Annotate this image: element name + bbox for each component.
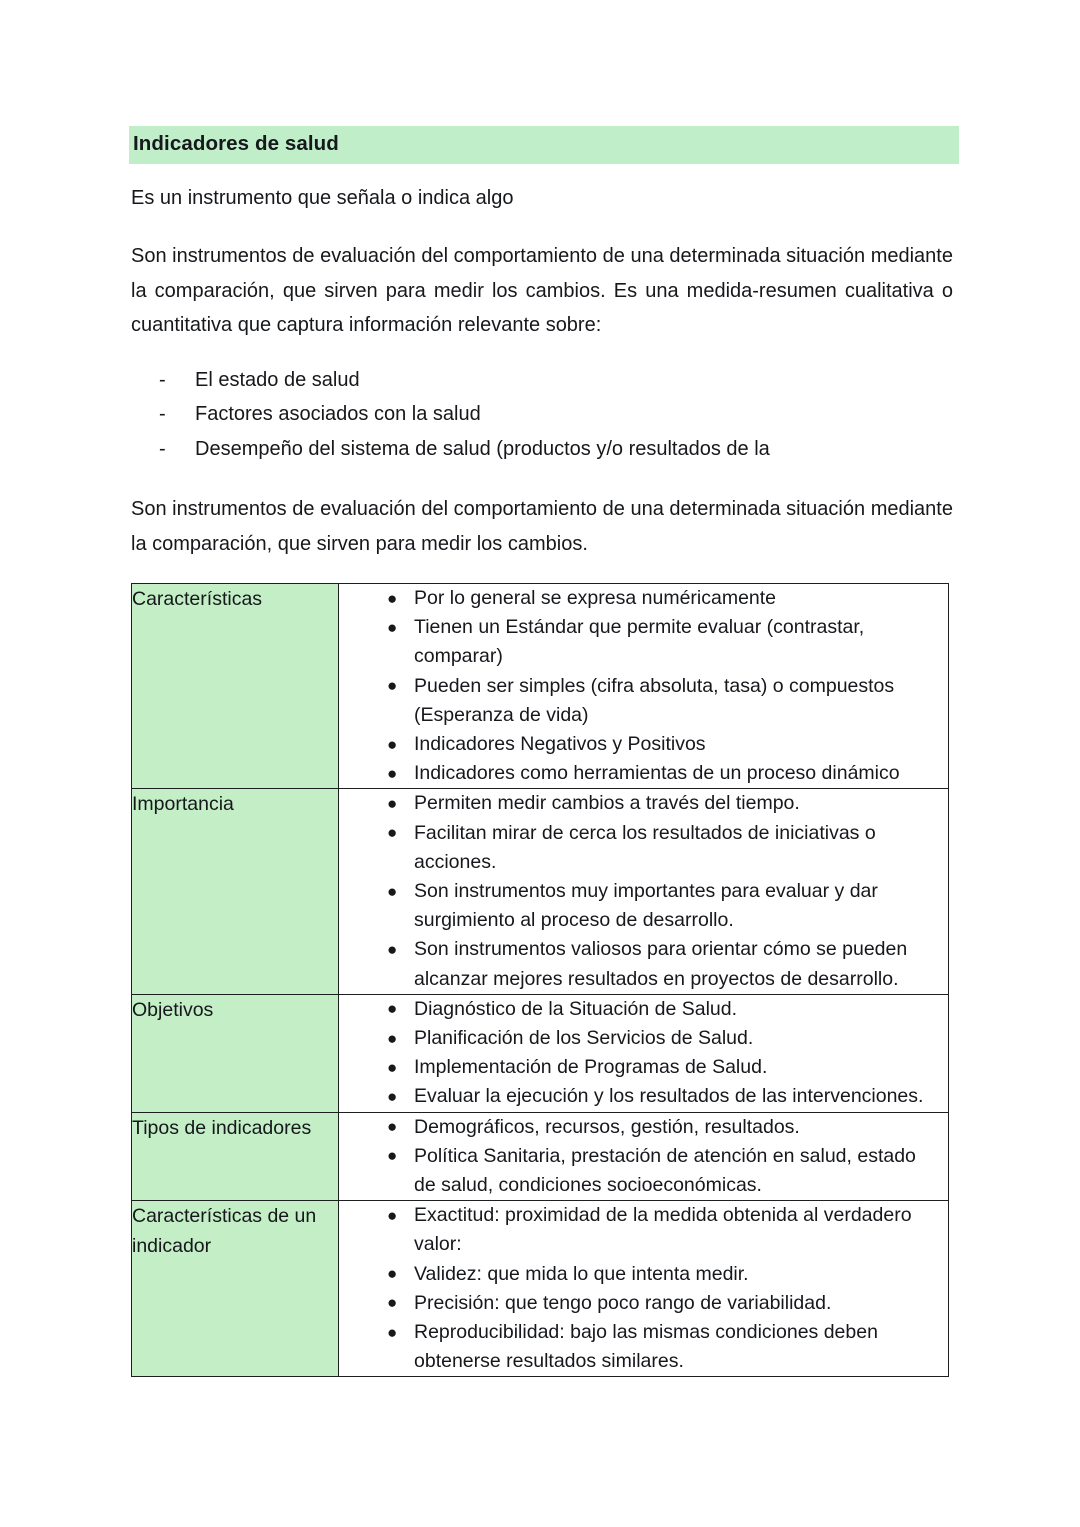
list-item-label: Diagnóstico de la Situación de Salud. (414, 997, 738, 1020)
table-row (132, 789, 949, 994)
list-item (131, 397, 953, 432)
table-row-content (339, 584, 949, 789)
list-item (339, 730, 948, 759)
table-row-content (339, 994, 949, 1112)
list-item-label: Facilitan mirar de cerca los resultados de iniciativas o acciones. (414, 821, 876, 873)
list-item (339, 613, 948, 671)
table-row-label: Objetivos (132, 994, 339, 1112)
summary-paragraph: Son instrumentos de evaluación del comportamiento de una determinada situación mediante la comparación, que sirven para medir los cambios. (131, 498, 953, 555)
table-row (132, 584, 949, 789)
list-item-label: El estado de salud (195, 368, 360, 391)
bullet-marker-icon: ● (387, 1117, 398, 1137)
list-item (339, 759, 948, 788)
bullet-list (339, 1113, 948, 1201)
table-row (132, 1112, 949, 1201)
list-item-label: Validez: que mida lo que intenta medir. (414, 1262, 749, 1285)
list-item (339, 1113, 948, 1142)
table-row-label: Importancia (132, 789, 339, 994)
table-row-label: Características de un indicador (132, 1201, 339, 1377)
list-item (339, 1053, 948, 1082)
list-item-label: Desempeño del sistema de salud (productos y/o resultados de la (195, 437, 770, 460)
bullet-marker-icon: ● (387, 1205, 398, 1225)
bullet-list (339, 995, 948, 1112)
list-item-label: Indicadores Negativos y Positivos (414, 733, 706, 756)
list-item-label: Permiten medir cambios a través del tiempo. (414, 792, 800, 815)
bullet-marker-icon: ● (387, 823, 398, 843)
bullet-marker-icon: ● (387, 1293, 398, 1313)
list-item-label: Implementación de Programas de Salud. (414, 1056, 768, 1079)
list-item (339, 1024, 948, 1053)
definition-paragraph: Son instrumentos de evaluación del comportamiento de una determinada situación mediante la comparación, que sirven para medir los cambios. Es una medida-resumen cualitativa o cuantitativa que captura información relevante sobre: (131, 245, 953, 336)
list-item (339, 935, 948, 993)
list-item-label: Política Sanitaria, prestación de atención en salud, estado de salud, condiciones socioeconómicas. (414, 1144, 916, 1197)
list-item-label: Pueden ser simples (cifra absoluta, tasa) o compuestos (Esperanza de vida) (414, 674, 895, 726)
table-row-label: Tipos de indicadores (132, 1112, 339, 1201)
list-item (339, 1260, 948, 1289)
list-item (339, 819, 948, 877)
list-item (339, 877, 948, 935)
list-item-label: Evaluar la ejecución y los resultados de las intervenciones. (414, 1085, 924, 1108)
list-item (131, 363, 953, 398)
bullet-marker-icon: ● (387, 676, 398, 696)
list-item (339, 995, 948, 1024)
list-item-label: Tienen un Estándar que permite evaluar (contrastar, comparar) (414, 616, 865, 668)
table-row-content (339, 1112, 949, 1201)
list-item-label: Por lo general se expresa numéricamente (414, 587, 777, 609)
bullet-list (339, 584, 948, 788)
table-row-label: Características (132, 584, 339, 789)
list-item (339, 1289, 948, 1318)
list-item-label: Planificación de los Servicios de Salud. (414, 1027, 754, 1050)
list-item-label: Son instrumentos muy importantes para evaluar y dar surgimiento al proceso de desarrollo. (414, 880, 878, 932)
table-row-content (339, 1201, 949, 1377)
bullet-marker-icon: ● (387, 939, 398, 959)
bullet-marker-icon: ● (387, 617, 398, 637)
bullet-list (339, 1201, 948, 1376)
bullet-marker-icon: ● (387, 588, 398, 608)
list-item-label: Precisión: que tengo poco rango de variabilidad. (414, 1291, 832, 1314)
list-item (339, 1201, 948, 1259)
list-item (339, 672, 948, 730)
list-item-label: Reproducibilidad: bajo las mismas condiciones deben obtenerse resultados similares. (414, 1321, 878, 1373)
bullet-marker-icon: ● (387, 1028, 398, 1048)
bullet-marker-icon: ● (387, 1146, 398, 1166)
page-title: Indicadores de salud (129, 126, 959, 164)
table-row-content (339, 789, 949, 994)
bullet-marker-icon: ● (387, 1086, 398, 1106)
list-item (339, 1142, 948, 1200)
list-item (131, 432, 953, 467)
indicators-table (131, 583, 949, 1377)
list-item-label: Exactitud: proximidad de la medida obtenida al verdadero valor: (414, 1204, 912, 1256)
bullet-marker-icon: ● (387, 881, 398, 901)
dash-marker-icon: - (159, 368, 166, 391)
list-item (339, 789, 948, 818)
list-item (339, 584, 948, 613)
list-item (339, 1318, 948, 1376)
bullet-marker-icon: ● (387, 793, 398, 813)
table-row (132, 1201, 949, 1377)
list-item-label: Factores asociados con la salud (195, 403, 481, 425)
list-item-label: Demográficos, recursos, gestión, resultados. (414, 1115, 800, 1138)
scope-list (131, 363, 953, 467)
list-item-label: Son instrumentos valiosos para orientar cómo se pueden alcanzar mejores resultados en proyectos de desarrollo. (414, 938, 908, 990)
list-item-label: Indicadores como herramientas de un proceso dinámico (414, 762, 900, 785)
bullet-marker-icon: ● (387, 999, 398, 1019)
table-row (132, 994, 949, 1112)
bullet-marker-icon: ● (387, 1057, 398, 1077)
bullet-marker-icon: ● (387, 1322, 398, 1342)
intro-paragraph: Es un instrumento que señala o indica algo (131, 186, 514, 209)
bullet-marker-icon: ● (387, 1264, 398, 1284)
bullet-list (339, 789, 948, 993)
dash-marker-icon: - (159, 437, 166, 460)
bullet-marker-icon: ● (387, 734, 398, 754)
bullet-marker-icon: ● (387, 763, 398, 783)
dash-marker-icon: - (159, 403, 166, 425)
list-item (339, 1082, 948, 1111)
